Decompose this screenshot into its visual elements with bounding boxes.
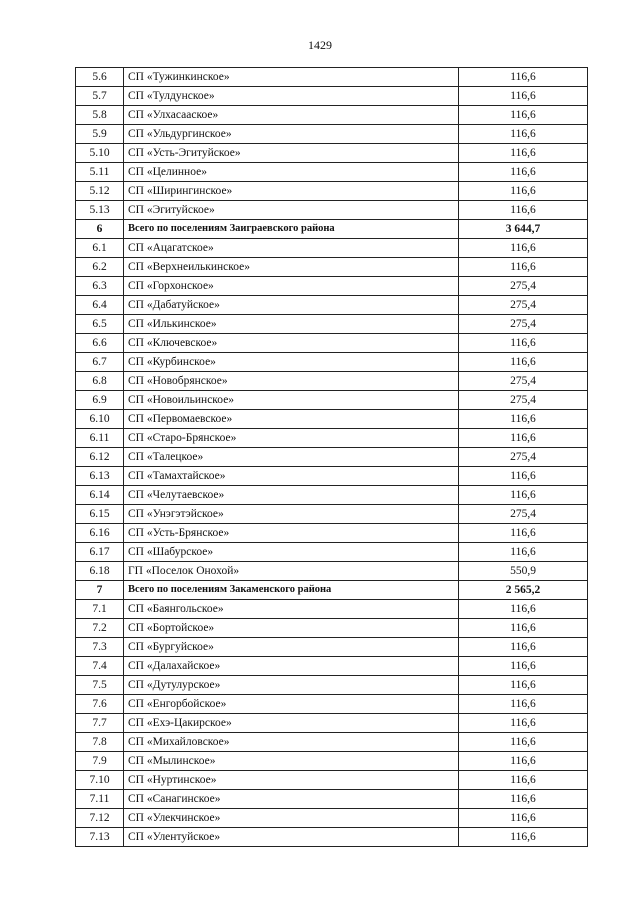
settlement-name-cell: СП «Усть-Эгитуйское»	[124, 144, 459, 163]
settlement-name-cell: СП «Ацагатское»	[124, 239, 459, 258]
row-number-cell: 5.13	[76, 201, 124, 220]
allocation-table	[75, 67, 588, 847]
row-number-cell: 5.6	[76, 68, 124, 87]
settlement-name-cell: СП «Ехэ-Цакирское»	[124, 714, 459, 733]
row-number-cell: 6.6	[76, 334, 124, 353]
table-row-district-total	[76, 220, 588, 239]
table-row	[76, 277, 588, 296]
table-row	[76, 752, 588, 771]
row-number-cell: 6.8	[76, 372, 124, 391]
table-row	[76, 315, 588, 334]
row-number-cell: 7.5	[76, 676, 124, 695]
settlement-name-cell: СП «Бургуйское»	[124, 638, 459, 657]
amount-cell: 275,4	[459, 296, 588, 315]
settlement-name-cell: ГП «Поселок Онохой»	[124, 562, 459, 581]
amount-cell: 116,6	[459, 809, 588, 828]
settlement-name-cell: Всего по поселениям Закаменского района	[124, 581, 459, 600]
amount-cell: 116,6	[459, 429, 588, 448]
row-number-cell: 6.18	[76, 562, 124, 581]
table-row	[76, 714, 588, 733]
settlement-name-cell: СП «Ключевское»	[124, 334, 459, 353]
amount-cell: 275,4	[459, 372, 588, 391]
table-row	[76, 106, 588, 125]
table-row	[76, 125, 588, 144]
table-row	[76, 695, 588, 714]
row-number-cell: 7	[76, 581, 124, 600]
amount-cell: 275,4	[459, 277, 588, 296]
amount-cell: 116,6	[459, 600, 588, 619]
amount-cell: 116,6	[459, 258, 588, 277]
row-number-cell: 7.13	[76, 828, 124, 847]
amount-cell: 116,6	[459, 695, 588, 714]
row-number-cell: 7.4	[76, 657, 124, 676]
amount-cell: 116,6	[459, 410, 588, 429]
settlement-name-cell: СП «Старо-Брянское»	[124, 429, 459, 448]
settlement-name-cell: СП «Баянгольское»	[124, 600, 459, 619]
row-number-cell: 6.13	[76, 467, 124, 486]
table-row	[76, 619, 588, 638]
amount-cell: 116,6	[459, 125, 588, 144]
settlement-name-cell: СП «Нуртинское»	[124, 771, 459, 790]
settlement-name-cell: СП «Тужинкинское»	[124, 68, 459, 87]
table-row	[76, 771, 588, 790]
row-number-cell: 7.8	[76, 733, 124, 752]
table-row	[76, 296, 588, 315]
row-number-cell: 6.7	[76, 353, 124, 372]
row-number-cell: 7.9	[76, 752, 124, 771]
amount-cell: 116,6	[459, 182, 588, 201]
settlement-name-cell: Всего по поселениям Заиграевского района	[124, 220, 459, 239]
settlement-name-cell: СП «Бортойское»	[124, 619, 459, 638]
amount-cell: 550,9	[459, 562, 588, 581]
amount-cell: 116,6	[459, 619, 588, 638]
settlement-name-cell: СП «Михайловское»	[124, 733, 459, 752]
row-number-cell: 5.10	[76, 144, 124, 163]
settlement-name-cell: СП «Тамахтайское»	[124, 467, 459, 486]
settlement-name-cell: СП «Новоильинское»	[124, 391, 459, 410]
table-row	[76, 258, 588, 277]
row-number-cell: 7.7	[76, 714, 124, 733]
row-number-cell: 6.14	[76, 486, 124, 505]
row-number-cell: 6.15	[76, 505, 124, 524]
table-row	[76, 239, 588, 258]
row-number-cell: 7.2	[76, 619, 124, 638]
table-row	[76, 809, 588, 828]
amount-cell: 116,6	[459, 144, 588, 163]
amount-cell: 275,4	[459, 391, 588, 410]
page-number: 1429	[308, 38, 332, 52]
table-row	[76, 467, 588, 486]
table-row	[76, 353, 588, 372]
amount-cell: 116,6	[459, 790, 588, 809]
settlement-name-cell: СП «Курбинское»	[124, 353, 459, 372]
amount-cell: 116,6	[459, 657, 588, 676]
row-number-cell: 7.11	[76, 790, 124, 809]
table-row	[76, 562, 588, 581]
row-number-cell: 7.12	[76, 809, 124, 828]
settlement-name-cell: СП «Мылинское»	[124, 752, 459, 771]
settlement-name-cell: СП «Первомаевское»	[124, 410, 459, 429]
amount-cell: 116,6	[459, 638, 588, 657]
row-number-cell: 5.7	[76, 87, 124, 106]
amount-cell: 116,6	[459, 106, 588, 125]
row-number-cell: 6.3	[76, 277, 124, 296]
settlement-name-cell: СП «Енгорбойское»	[124, 695, 459, 714]
amount-cell: 116,6	[459, 714, 588, 733]
amount-cell: 116,6	[459, 752, 588, 771]
table-row	[76, 410, 588, 429]
row-number-cell: 7.3	[76, 638, 124, 657]
settlement-name-cell: СП «Далахайское»	[124, 657, 459, 676]
row-number-cell: 5.8	[76, 106, 124, 125]
table-row	[76, 676, 588, 695]
settlement-name-cell: СП «Улентуйское»	[124, 828, 459, 847]
amount-cell: 116,6	[459, 353, 588, 372]
settlement-name-cell: СП «Ширингинское»	[124, 182, 459, 201]
amount-cell: 116,6	[459, 201, 588, 220]
amount-cell: 275,4	[459, 505, 588, 524]
settlement-name-cell: СП «Горхонское»	[124, 277, 459, 296]
row-number-cell: 6.4	[76, 296, 124, 315]
amount-cell: 275,4	[459, 448, 588, 467]
settlement-name-cell: СП «Унэгэтэйское»	[124, 505, 459, 524]
table-row	[76, 733, 588, 752]
row-number-cell: 6.12	[76, 448, 124, 467]
table-row	[76, 638, 588, 657]
settlement-name-cell: СП «Санагинское»	[124, 790, 459, 809]
amount-cell: 116,6	[459, 334, 588, 353]
amount-cell: 116,6	[459, 486, 588, 505]
amount-cell: 116,6	[459, 828, 588, 847]
settlement-name-cell: СП «Дабатуйское»	[124, 296, 459, 315]
amount-cell: 116,6	[459, 467, 588, 486]
amount-cell: 116,6	[459, 676, 588, 695]
table-row	[76, 144, 588, 163]
table-row	[76, 372, 588, 391]
amount-cell: 275,4	[459, 315, 588, 334]
table-row	[76, 657, 588, 676]
settlement-name-cell: СП «Верхнеилькинское»	[124, 258, 459, 277]
settlement-name-cell: СП «Улекчинское»	[124, 809, 459, 828]
row-number-cell: 6.5	[76, 315, 124, 334]
table-row	[76, 182, 588, 201]
amount-cell: 116,6	[459, 163, 588, 182]
row-number-cell: 5.9	[76, 125, 124, 144]
table-row	[76, 87, 588, 106]
table-row	[76, 790, 588, 809]
amount-cell: 116,6	[459, 733, 588, 752]
amount-cell: 2 565,2	[459, 581, 588, 600]
settlement-name-cell: СП «Талецкое»	[124, 448, 459, 467]
amount-cell: 116,6	[459, 239, 588, 258]
row-number-cell: 6.9	[76, 391, 124, 410]
table-row	[76, 600, 588, 619]
row-number-cell: 5.12	[76, 182, 124, 201]
row-number-cell: 6.16	[76, 524, 124, 543]
row-number-cell: 7.6	[76, 695, 124, 714]
row-number-cell: 6.2	[76, 258, 124, 277]
settlement-name-cell: СП «Илькинское»	[124, 315, 459, 334]
row-number-cell: 6.11	[76, 429, 124, 448]
table-row	[76, 391, 588, 410]
row-number-cell: 7.1	[76, 600, 124, 619]
row-number-cell: 6.1	[76, 239, 124, 258]
amount-cell: 3 644,7	[459, 220, 588, 239]
table-row	[76, 524, 588, 543]
table-row-district-total	[76, 581, 588, 600]
row-number-cell: 6.17	[76, 543, 124, 562]
table-row	[76, 543, 588, 562]
table-row	[76, 429, 588, 448]
table-row	[76, 201, 588, 220]
amount-cell: 116,6	[459, 543, 588, 562]
settlement-name-cell: СП «Усть-Брянское»	[124, 524, 459, 543]
table-row	[76, 486, 588, 505]
settlement-name-cell: СП «Эгитуйское»	[124, 201, 459, 220]
settlement-name-cell: СП «Ульдургинское»	[124, 125, 459, 144]
table-row	[76, 448, 588, 467]
table-row	[76, 828, 588, 847]
row-number-cell: 5.11	[76, 163, 124, 182]
amount-cell: 116,6	[459, 524, 588, 543]
amount-cell: 116,6	[459, 68, 588, 87]
row-number-cell: 6.10	[76, 410, 124, 429]
amount-cell: 116,6	[459, 771, 588, 790]
settlement-name-cell: СП «Шабурское»	[124, 543, 459, 562]
row-number-cell: 7.10	[76, 771, 124, 790]
table-body	[76, 68, 588, 847]
row-number-cell: 6	[76, 220, 124, 239]
settlement-name-cell: СП «Дутулурское»	[124, 676, 459, 695]
table-row	[76, 163, 588, 182]
settlement-name-cell: СП «Тулдунское»	[124, 87, 459, 106]
settlement-name-cell: СП «Новобрянское»	[124, 372, 459, 391]
table-row	[76, 68, 588, 87]
settlement-name-cell: СП «Целинное»	[124, 163, 459, 182]
table-row	[76, 334, 588, 353]
settlement-name-cell: СП «Улхасаaское»	[124, 106, 459, 125]
amount-cell: 116,6	[459, 87, 588, 106]
settlement-name-cell: СП «Челутаевское»	[124, 486, 459, 505]
table-row	[76, 505, 588, 524]
